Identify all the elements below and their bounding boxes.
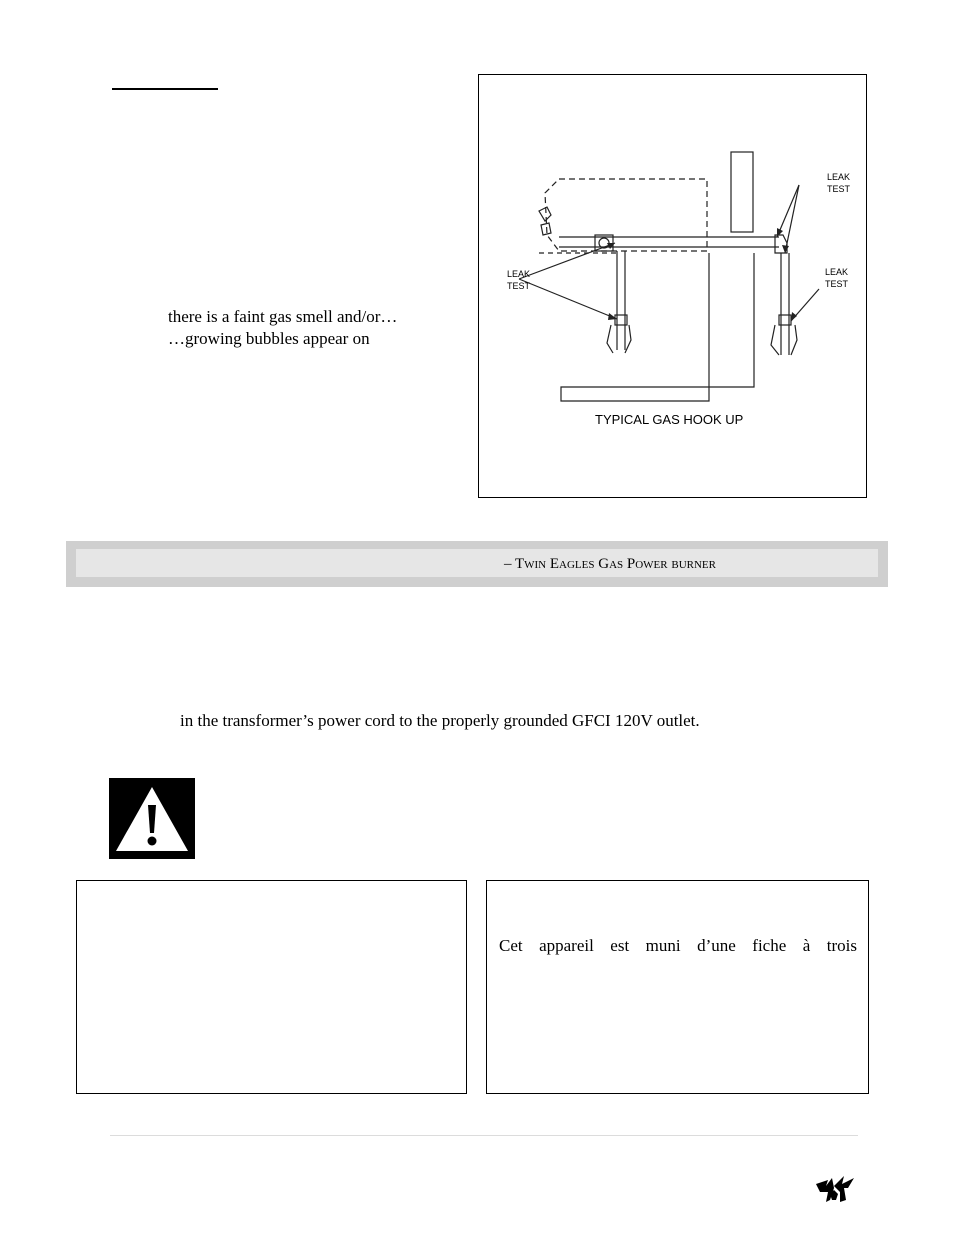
leak-test-note xyxy=(168,306,397,350)
warning-box-french xyxy=(486,880,869,1094)
leak-label-top-right-2: TEST xyxy=(827,184,851,194)
footer-rule xyxy=(110,1135,858,1136)
figure-caption: TYPICAL GAS HOOK UP xyxy=(595,412,744,427)
power-cord-instruction: in the transformer’s power cord to the properly grounded GFCI 120V outlet. xyxy=(180,711,700,730)
section-header-inner xyxy=(76,549,878,577)
grill-outline xyxy=(545,179,707,251)
section-title: – Twin Eagles Gas Power burner xyxy=(504,556,716,572)
grill-knob-shapes xyxy=(539,207,551,235)
warning-box-english xyxy=(76,880,467,1094)
warning-icon xyxy=(109,778,195,859)
wall-column-top xyxy=(731,152,753,232)
heading-underline xyxy=(112,88,218,90)
leak-label-left-1: LEAK xyxy=(507,269,531,279)
leak-label-left-2: TEST xyxy=(507,281,531,291)
leak-label-top-right-1: LEAK xyxy=(827,172,851,182)
gas-hookup-figure xyxy=(478,74,867,498)
leak-note-line-1: there is a faint gas smell and/or… xyxy=(168,307,398,326)
cabinet-outline xyxy=(561,253,754,401)
gas-hookup-diagram xyxy=(479,75,868,499)
twin-eagles-logo-icon xyxy=(814,1172,856,1204)
leak-label-right-2: TEST xyxy=(825,279,849,289)
french-warning-text: Cet appareil est muni d’une fiche à trois xyxy=(499,936,857,955)
leak-note-line-2: …growing bubbles appear on xyxy=(168,329,370,348)
leak-label-right-1: LEAK xyxy=(825,267,849,277)
